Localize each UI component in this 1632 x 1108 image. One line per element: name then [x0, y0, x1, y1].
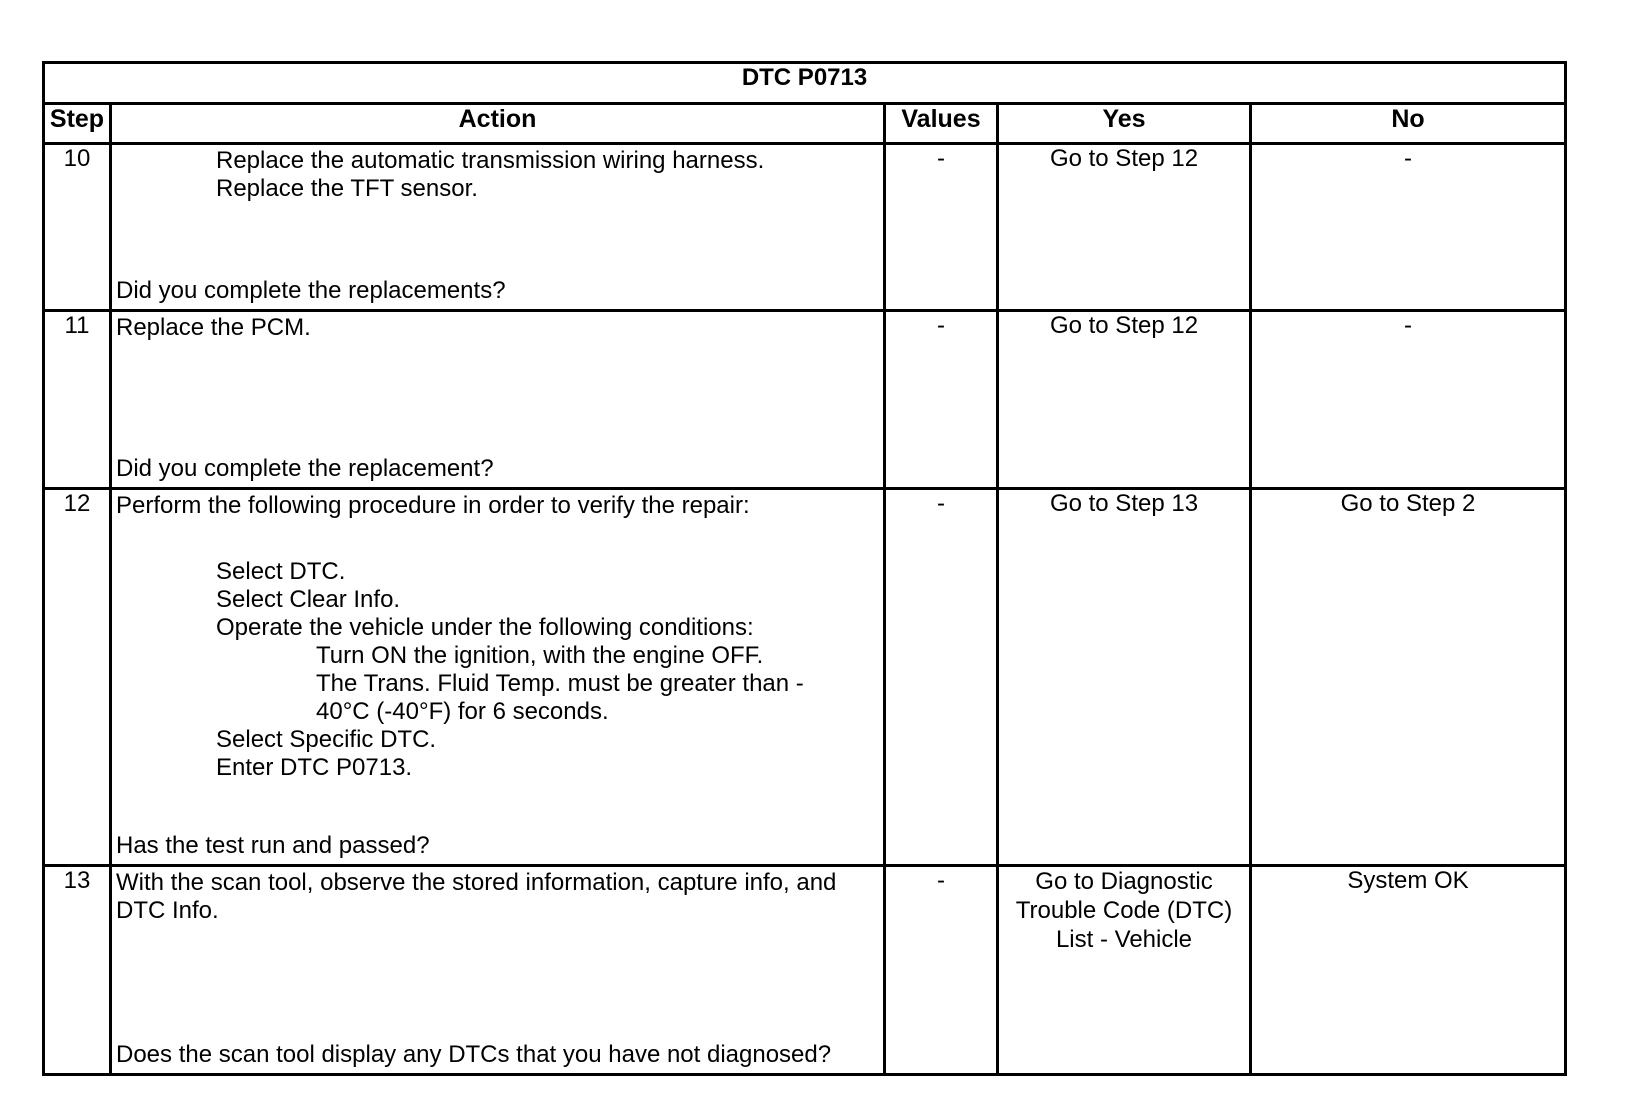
yes-line: List - Vehicle	[1055, 926, 1193, 954]
action-question: Did you complete the replacement?	[116, 454, 494, 482]
no-cell: Go to Step 2	[1251, 488, 1566, 866]
values-cell: -	[885, 866, 998, 1075]
action-line: Replace the automatic transmission wiring harness.	[216, 147, 765, 175]
title-row	[44, 63, 1566, 104]
action-line: Enter DTC P0713.	[216, 753, 413, 781]
action-line: Replace the PCM.	[116, 314, 311, 342]
table-row	[44, 311, 1566, 488]
action-cell	[111, 866, 885, 1075]
values-cell: -	[885, 488, 998, 866]
header-values: Values	[885, 103, 998, 144]
dtc-table	[42, 61, 1567, 1076]
step-number: 13	[44, 866, 111, 1075]
action-line: With the scan tool, observe the stored information, capture info, and	[116, 869, 837, 897]
action-line: Select DTC.	[216, 557, 346, 585]
header-row	[44, 103, 1566, 144]
action-line: The Trans. Fluid Temp. must be greater than -	[316, 669, 804, 697]
header-step: Step	[44, 103, 111, 144]
action-cell	[111, 311, 885, 488]
values-cell: -	[885, 144, 998, 311]
action-line: DTC Info.	[116, 897, 219, 925]
yes-cell: Go to Step 12	[998, 144, 1251, 311]
no-cell: -	[1251, 144, 1566, 311]
yes-cell: Go to Step 12	[998, 311, 1251, 488]
table-title: DTC P0713	[44, 63, 1566, 104]
action-cell	[111, 144, 885, 311]
yes-line: Trouble Code (DTC)	[1015, 897, 1233, 925]
step-number: 11	[44, 311, 111, 488]
yes-cell	[998, 866, 1251, 1075]
action-question: Does the scan tool display any DTCs that you have not diagnosed?	[116, 1041, 832, 1068]
table-row	[44, 144, 1566, 311]
action-line: Replace the TFT sensor.	[216, 175, 478, 203]
table-row	[44, 488, 1566, 866]
yes-line: Go to Diagnostic	[1035, 868, 1213, 896]
values-cell: -	[885, 311, 998, 488]
action-line: Turn ON the ignition, with the engine OFF.	[316, 641, 764, 669]
no-cell: System OK	[1251, 866, 1566, 1075]
step-number: 10	[44, 144, 111, 311]
step-number: 12	[44, 488, 111, 866]
action-cell	[111, 488, 885, 866]
action-line: Select Specific DTC.	[216, 725, 437, 753]
header-action: Action	[111, 103, 885, 144]
action-question: Did you complete the replacements?	[116, 277, 506, 305]
header-no: No	[1251, 103, 1566, 144]
action-line: Operate the vehicle under the following conditions:	[216, 613, 754, 641]
table-row	[44, 866, 1566, 1075]
action-question: Has the test run and passed?	[116, 832, 430, 860]
action-line: Select Clear Info.	[216, 585, 401, 613]
no-cell: -	[1251, 311, 1566, 488]
header-yes: Yes	[998, 103, 1251, 144]
yes-cell: Go to Step 13	[998, 488, 1251, 866]
action-line: 40°C (-40°F) for 6 seconds.	[316, 697, 609, 725]
action-intro: Perform the following procedure in order to verify the repair:	[116, 491, 750, 519]
